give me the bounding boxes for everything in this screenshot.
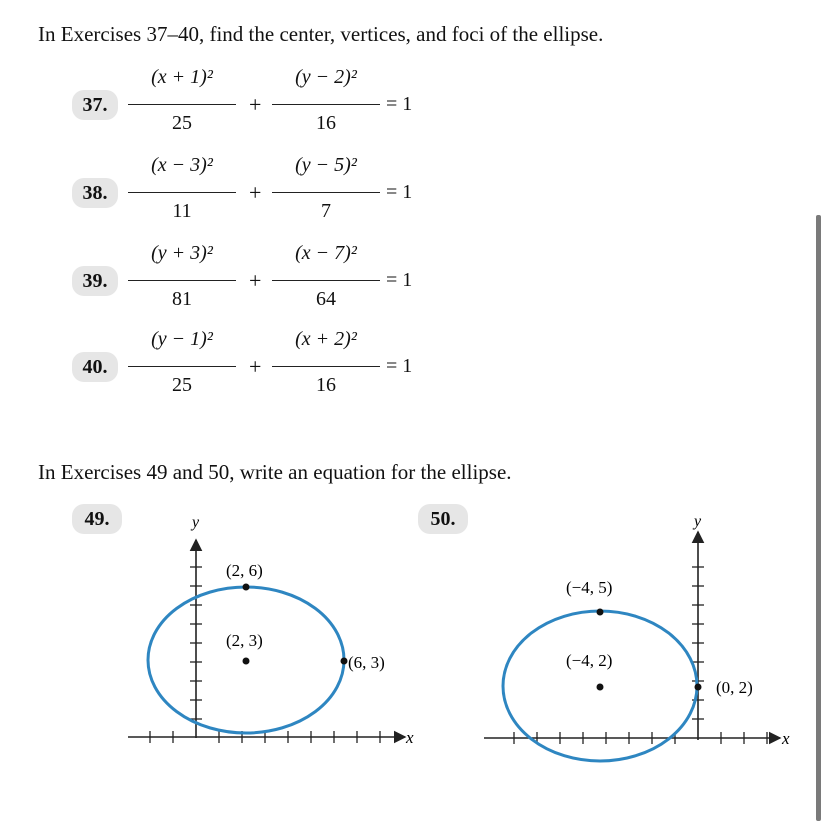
point-side [341,658,348,665]
equals-one: = 1 [386,269,413,291]
fraction-2 [272,66,380,136]
point-side [695,684,702,691]
plus-sign: + [249,180,262,205]
exercise-number-50: 50. [418,504,468,534]
exercise-number: 37. [72,90,118,120]
label-top: (2, 6) [226,561,263,580]
numerator: (y − 5)² [295,154,357,176]
exercise-number-49: 49. [72,504,122,534]
vertical-scrollbar[interactable] [816,215,821,821]
label-center: (2, 3) [226,631,263,650]
y-axis-label: y [694,513,702,530]
numerator: (y − 2)² [295,66,357,88]
exercise-number: 40. [72,352,118,382]
plus-sign: + [249,92,262,117]
exercise-number: 38. [72,178,118,208]
y-axis-label: y [192,514,200,531]
numerator: (x + 1)² [151,66,213,88]
denominator: 11 [172,200,192,222]
x-axis-label: x [406,728,414,747]
denominator: 81 [172,288,192,310]
numerator: (x + 2)² [295,328,357,350]
denominator: 25 [172,374,192,396]
denominator: 7 [321,200,331,222]
exercise-number: 39. [72,266,118,296]
heading-exercises-49-50: In Exercises 49 and 50, write an equation for the ellipse. [38,460,512,484]
label-center: (−4, 2) [566,651,613,670]
plus-sign: + [249,268,262,293]
label-top: (−4, 5) [566,578,613,597]
point-top [597,609,604,616]
denominator: 25 [172,112,192,134]
denominator: 16 [316,112,336,134]
x-axis-label: x [782,729,790,748]
point-center [243,658,250,665]
fraction-1 [128,154,236,224]
heading-exercises-37-40: In Exercises 37–40, find the center, vertices, and foci of the ellipse. [38,22,604,46]
equals-one: = 1 [386,355,413,377]
plus-sign: + [249,354,262,379]
numerator: (y − 1)² [151,328,213,350]
denominator: 64 [316,288,336,310]
numerator: (x − 7)² [295,242,357,264]
numerator: (y + 3)² [151,242,213,264]
label-side: (6, 3) [348,653,385,672]
equals-one: = 1 [386,181,413,203]
fraction-2 [272,242,380,312]
equals-one: = 1 [386,93,413,115]
label-side: (0, 2) [716,678,753,697]
denominator: 16 [316,374,336,396]
point-top [243,584,250,591]
fraction-2 [272,154,380,224]
numerator: (x − 3)² [151,154,213,176]
fraction-1 [128,328,236,398]
fraction-2 [272,328,380,398]
graph-50 [420,500,820,780]
point-center [597,684,604,691]
graph-49 [0,500,420,780]
fraction-1 [128,242,236,312]
fraction-1 [128,66,236,136]
